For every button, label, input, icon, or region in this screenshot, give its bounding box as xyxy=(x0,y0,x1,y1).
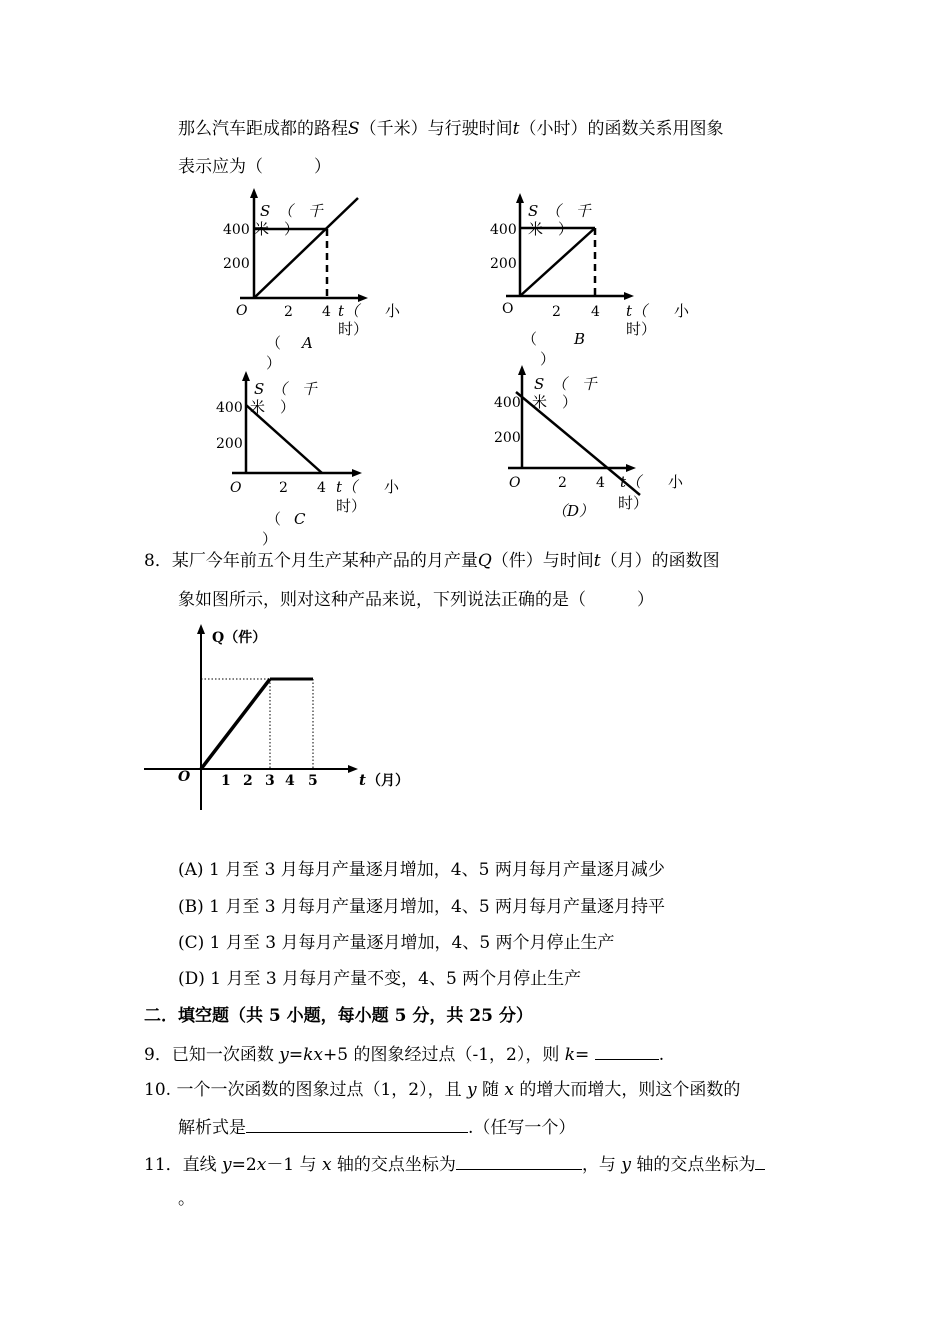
q7-text: （千米）与行驶时间 xyxy=(359,119,513,139)
tag-paren: （ xyxy=(266,510,282,528)
q9 xyxy=(144,1042,664,1066)
origin: O xyxy=(502,301,514,317)
tick-400: 400 xyxy=(216,400,243,416)
x-arrow-icon xyxy=(626,464,636,472)
q8-option-b: (B) 1 月至 3 月每月产量逐月增加，4、5 两月每月产量逐月持平 xyxy=(178,897,666,917)
tick-200: 200 xyxy=(216,436,243,452)
q11-text: －1 与 xyxy=(266,1155,322,1175)
y-arrow-icon xyxy=(250,188,258,198)
q11-text: 轴的交点坐标为 xyxy=(331,1155,456,1175)
var-s: S xyxy=(348,119,360,139)
q9-text: = xyxy=(288,1045,304,1065)
q8-option-c: (C) 1 月至 3 月每月产量逐月增加，4、5 两个月停止生产 xyxy=(178,933,615,953)
t-label: t（ xyxy=(336,478,358,496)
s-label: S （ 千 xyxy=(528,202,591,220)
q10-line1 xyxy=(144,1079,740,1101)
answer-blank[interactable] xyxy=(456,1152,582,1170)
x-arrow-icon xyxy=(348,765,358,773)
km-label: 米 ） xyxy=(250,398,296,416)
hour-label: 小 xyxy=(674,302,690,320)
q11-text: 轴的交点坐标为 xyxy=(630,1155,756,1175)
t-label: t（ xyxy=(620,473,642,491)
answer-blank[interactable] xyxy=(595,1042,659,1060)
answer-blank[interactable] xyxy=(755,1152,765,1170)
x-arrow-icon xyxy=(352,469,362,477)
origin: O xyxy=(230,480,242,496)
q8-ylabel: Q（件） xyxy=(212,630,267,646)
var-t: t xyxy=(512,119,520,139)
tick-5: 5 xyxy=(308,773,318,789)
tag-a: A xyxy=(302,334,313,352)
tag-b: B xyxy=(574,330,586,348)
hour-label: 时） xyxy=(336,497,367,515)
graph-c xyxy=(210,370,420,530)
q8-text: 某厂今年前五个月生产某种产品的月产量 xyxy=(171,551,478,571)
tick-4: 4 xyxy=(591,304,600,320)
x-arrow-icon xyxy=(358,294,368,302)
q8-option-d: (D) 1 月至 3 月每月产量不变，4、5 两个月停止生产 xyxy=(178,969,582,989)
y-arrow-icon xyxy=(516,193,524,203)
rising-segment xyxy=(201,679,270,769)
q10-line2 xyxy=(178,1115,575,1139)
tag-paren: （ xyxy=(522,330,538,348)
hour-label: 时） xyxy=(618,494,649,512)
var-x: x xyxy=(256,1155,267,1175)
q8-option-a: (A) 1 月至 3 月每月产量逐月增加，4、5 两月每月产量逐月减少 xyxy=(178,860,665,880)
origin: O xyxy=(178,769,191,785)
tick-2: 2 xyxy=(558,475,567,491)
var-y: y xyxy=(279,1045,289,1065)
var-t: t xyxy=(593,551,601,571)
tick-1: 1 xyxy=(221,773,231,789)
q9-text: +5 的图象经过点（-1，2），则 xyxy=(322,1045,565,1065)
var-y: y xyxy=(466,1080,477,1100)
tick-2: 2 xyxy=(279,480,288,496)
tick-400: 400 xyxy=(490,222,517,238)
tick-4: 4 xyxy=(596,475,605,491)
x-arrow-icon xyxy=(624,292,634,300)
tick-200: 200 xyxy=(494,430,521,446)
graph-b xyxy=(480,188,700,358)
t-label: t xyxy=(359,771,366,789)
tag-a-close: ） xyxy=(266,354,282,372)
y-arrow-icon xyxy=(242,371,250,381)
q11-line2: 。 xyxy=(178,1189,195,1209)
q7-line2: 表示应为（ ） xyxy=(178,157,331,177)
y-arrow-icon xyxy=(197,624,205,634)
month-label: （月） xyxy=(367,773,409,789)
t-label: t（ xyxy=(626,302,648,320)
tag-c-close: ） xyxy=(262,530,278,548)
graph-a xyxy=(210,188,420,358)
tag-paren: （ xyxy=(266,334,282,352)
km-label: 米 ） xyxy=(528,220,574,238)
graph-d xyxy=(480,362,700,522)
var-k: k xyxy=(564,1045,576,1065)
answer-blank[interactable] xyxy=(246,1115,468,1133)
s-label: S （ 千 xyxy=(260,202,323,220)
q10-text: 10. 一个一次函数的图象过点（1，2），且 xyxy=(144,1080,467,1100)
var-y: y xyxy=(222,1155,232,1175)
q11-text: ，与 xyxy=(581,1155,622,1175)
q10-text: .（任写一个） xyxy=(468,1118,576,1138)
tick-400: 400 xyxy=(223,222,250,238)
q7-line1 xyxy=(178,118,724,140)
tick-4: 4 xyxy=(285,773,295,789)
q8-graph xyxy=(140,620,430,820)
tick-400: 400 xyxy=(494,395,521,411)
q7-text: （小时）的函数关系用图象 xyxy=(519,119,724,139)
q8-number: 8． xyxy=(144,551,172,571)
q11-text: 11．直线 xyxy=(144,1155,223,1175)
q8-text: （月）的函数图 xyxy=(600,551,720,571)
q8-line2: 象如图所示，则对这种产品来说，下列说法正确的是（ ） xyxy=(178,590,654,610)
km-label: 米 ） xyxy=(254,220,300,238)
var-x: x xyxy=(504,1080,514,1100)
tag-c: C xyxy=(294,510,306,528)
s-label: S （ 千 xyxy=(534,375,597,393)
hour-label: 小 xyxy=(384,478,400,496)
q9-text: = xyxy=(575,1045,595,1065)
tick-2: 2 xyxy=(243,773,253,789)
hour-label: 小 xyxy=(668,473,684,491)
y-arrow-icon xyxy=(518,365,526,375)
hour-label: 时） xyxy=(338,320,369,338)
q8-text: （件）与时间 xyxy=(491,551,594,571)
q9-text: . xyxy=(658,1045,665,1065)
hour-label: 小 xyxy=(385,302,401,320)
q7-text: 那么汽车距成都的路程 xyxy=(178,119,348,139)
tick-200: 200 xyxy=(490,256,517,272)
q9-text: 9．已知一次函数 xyxy=(144,1045,280,1065)
origin: O xyxy=(509,475,521,491)
var-y: y xyxy=(621,1155,631,1175)
tick-3: 3 xyxy=(265,773,275,789)
graph-line xyxy=(520,228,595,296)
section-heading: 二．填空题（共 5 小题，每小题 5 分，共 25 分） xyxy=(144,1006,533,1026)
s-label: S （ 千 xyxy=(254,380,317,398)
tick-2: 2 xyxy=(552,304,561,320)
q11-text: =2 xyxy=(231,1155,257,1175)
var-x: x xyxy=(321,1155,332,1175)
t-label: t（ xyxy=(338,302,360,320)
tick-2: 2 xyxy=(284,304,293,320)
tag-b-close: ） xyxy=(540,350,556,368)
tick-4: 4 xyxy=(322,304,331,320)
km-label: 米 ） xyxy=(532,393,578,411)
tick-4: 4 xyxy=(317,480,326,496)
q10-text: 的增大而增大，则这个函数的 xyxy=(514,1080,741,1100)
origin: O xyxy=(236,303,248,319)
var-kx: kx xyxy=(303,1045,323,1065)
q10-text: 随 xyxy=(476,1080,505,1100)
hour-label: 时） xyxy=(626,320,657,338)
var-q: Q xyxy=(477,551,492,571)
q10-text: 解析式是 xyxy=(178,1118,246,1138)
q8-line1 xyxy=(144,550,720,572)
tag-d: （D） xyxy=(552,502,595,520)
tick-200: 200 xyxy=(223,256,250,272)
q11-line1 xyxy=(144,1152,765,1176)
